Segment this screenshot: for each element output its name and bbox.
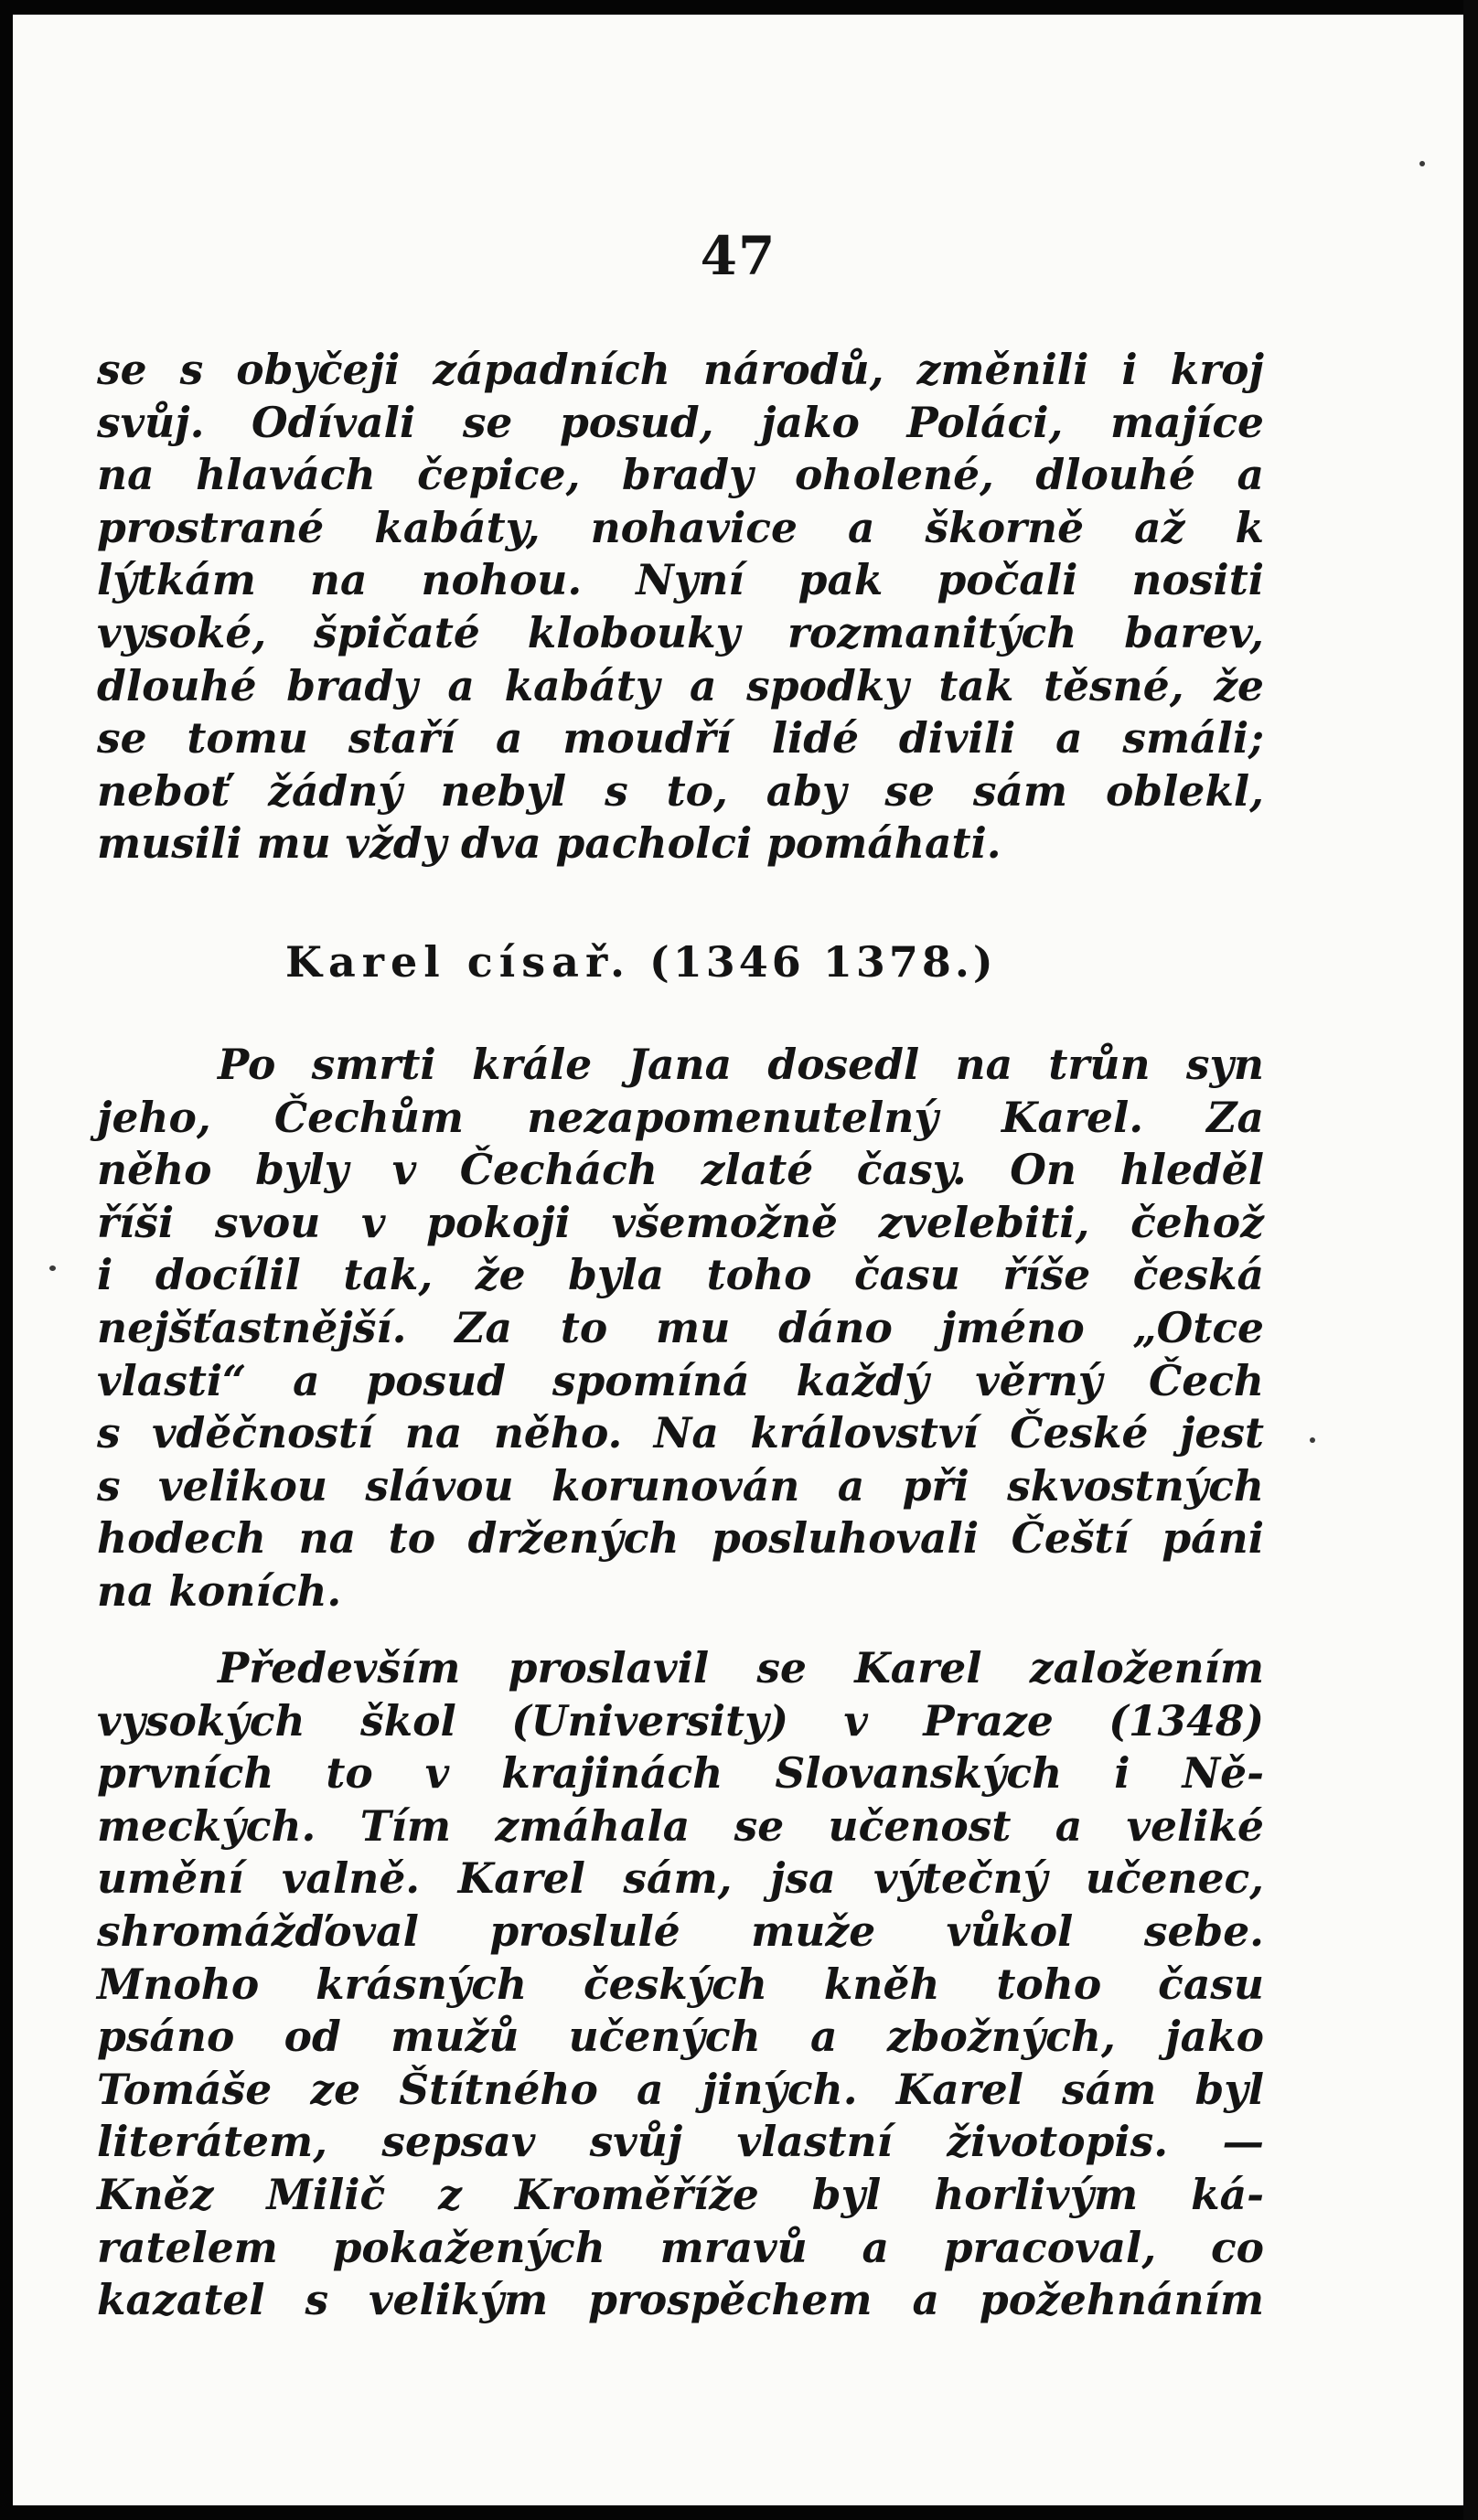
- text-line: shromážďoval proslulé muže vůkol sebe.: [97, 1906, 1264, 1956]
- text-line: na koních.: [97, 1565, 342, 1616]
- text-line: psáno od mužů učených a zbožných, jako: [97, 2012, 1264, 2062]
- text-line: vlasti“ a posud spomíná každý věrný Čech: [97, 1355, 1264, 1405]
- speck: [1310, 1437, 1315, 1443]
- text-line: neboť žádný nebyl s to, aby se sám oblekl,: [97, 765, 1264, 816]
- paragraph-2: [97, 1039, 1264, 1618]
- heading-name: Karel císař.: [285, 937, 631, 987]
- text-line: meckých. Tím zmáhala se učenost a veliké: [97, 1800, 1264, 1851]
- text-line: ratelem pokažených mravů a pracoval, co: [97, 2222, 1264, 2272]
- text-line: vysokých škol (University) v Praze (1348): [97, 1695, 1264, 1746]
- text-line: svůj. Odívali se posud, jako Poláci, majíce: [97, 397, 1264, 447]
- heading-years: (1346 1378.): [649, 937, 997, 987]
- text-line: umění valně. Karel sám, jsa výtečný učenec,: [97, 1853, 1264, 1904]
- text-line: říši svou v pokoji všemožně zvelebiti, čehož: [97, 1197, 1264, 1247]
- text-line: lýtkám na nohou. Nyní pak počali nositi: [97, 555, 1264, 605]
- page-edge-shadow: [1463, 0, 1478, 2520]
- text-line: prostrané kabáty, nohavice a škorně až k: [97, 502, 1264, 552]
- text-line: hodech na to držených posluhovali Čeští páni: [97, 1513, 1264, 1564]
- paragraph-1: [97, 344, 1264, 870]
- text-line: Po smrti krále Jana dosedl na trůn syn: [218, 1040, 1264, 1089]
- text-line: vysoké, špičaté klobouky rozmanitých barev,: [97, 607, 1264, 657]
- page-number: 47: [700, 225, 776, 287]
- text-line: prvních to v krajinách Slovanských i Ně-: [97, 1748, 1264, 1799]
- section-heading: [97, 934, 1264, 989]
- text-line: Tomáše ze Štítného a jiných. Karel sám byl: [97, 2064, 1264, 2114]
- text-line: i docílil tak, že byla toho času říše česká: [97, 1250, 1264, 1300]
- text-line: nejšťastnější. Za to mu dáno jméno „Otce: [97, 1302, 1264, 1352]
- text-line: s vděčností na něho. Na království České jest: [97, 1408, 1264, 1458]
- text-line: Především proslavil se Karel založením: [218, 1643, 1264, 1692]
- text-line: Mnoho krásných českých kněh toho času: [97, 1959, 1264, 2009]
- speck: [1419, 161, 1425, 166]
- text-line: kazatel s velikým prospěchem a požehnáním: [97, 2275, 1264, 2325]
- text-line: na hlavách čepice, brady oholené, dlouhé a: [97, 450, 1264, 500]
- text-line: jeho, Čechům nezapomenutelný Karel. Za: [97, 1092, 1264, 1142]
- text-line: literátem, sepsav svůj vlastní životopis. —: [97, 2117, 1264, 2167]
- text-line: se tomu staří a moudří lidé divili a smáli;: [97, 713, 1264, 763]
- text-line: dlouhé brady a kabáty a spodky tak těsné, že: [97, 660, 1264, 710]
- book-page: [13, 15, 1463, 2505]
- text-line: Kněz Milič z Kroměříže byl horlivým ká-: [97, 2169, 1264, 2219]
- text-line: něho byly v Čechách zlaté časy. On hleděl: [97, 1145, 1264, 1195]
- text-line: musili mu vždy dva pacholci pomáhati.: [97, 818, 1001, 869]
- text-line: s velikou slávou korunován a při skvostných: [97, 1460, 1264, 1511]
- speck: [49, 1265, 56, 1271]
- text-line: se s obyčeji západních národů, změnili i kroj: [97, 345, 1264, 394]
- paragraph-3: [97, 1642, 1264, 2327]
